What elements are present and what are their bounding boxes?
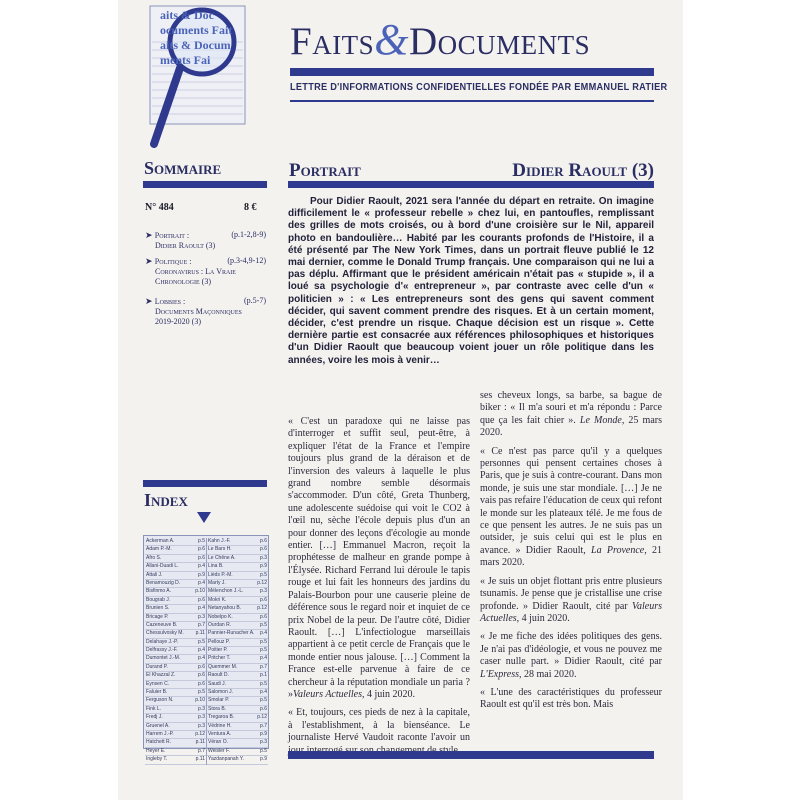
index-name: Fredj J. (146, 714, 163, 721)
index-page: p.11 (195, 756, 205, 763)
index-name: Benamouzig D. (146, 579, 181, 586)
quote-source: Valeurs Actuelles (480, 600, 662, 624)
index-rule (143, 480, 267, 487)
index-name: Afro S. (146, 554, 162, 561)
index-row (145, 647, 206, 655)
logo-line: aits & Docum (160, 38, 231, 52)
index-row (145, 639, 206, 647)
index-name: Gruenel A. (146, 722, 170, 729)
index-page: p.11 (195, 739, 205, 746)
quote-text: « Ce n'est pas parce qu'il y a quelques personnes qui pensent certaines choses à Paris, que je suis à contre-courant. Dans mon monde, je suis une star mondiale. […] Je ne vais pas refaire l'éducation de ceux qui refont le monde sur les plateaux télé. Je me fous de ce que pensent les autres. Je ne suis pas un outsider, je suis celui qui est le plus en avance. » Didier Raoult, (480, 445, 662, 556)
quote-paragraph (480, 631, 662, 681)
index-page: p.3 (260, 554, 267, 561)
index-page: p.11 (195, 630, 205, 637)
logo-wordmark (160, 8, 260, 68)
index-name: Weisler F. (208, 747, 230, 754)
index-page: p.4 (260, 630, 267, 637)
index-name: Marty J. (208, 579, 226, 586)
quote-source: Valeurs Actuelles (293, 688, 362, 700)
index-row (145, 538, 206, 546)
index-row (145, 605, 206, 613)
logo-line: ments Fai (160, 53, 211, 67)
index-name: Yazdanpanah Y. (208, 756, 244, 763)
index-page: p.4 (198, 647, 205, 654)
index-page: p.6 (198, 596, 205, 603)
index-page: p.5 (260, 647, 267, 654)
index-name: Fink L. (146, 705, 162, 712)
index-page: p.7 (260, 663, 267, 670)
masthead-rule (290, 68, 654, 76)
arrow-down-icon (197, 512, 211, 523)
title-part: Faits (290, 20, 375, 63)
index-page: p.6 (260, 596, 267, 603)
index-row (145, 572, 206, 580)
index-page: p.12 (195, 730, 205, 737)
index-page: p.5 (260, 638, 267, 645)
index-page: p.6 (198, 554, 205, 561)
index-name: Le Chêne A. (208, 554, 236, 561)
toc-category: Lobbies : (154, 297, 186, 306)
article-lead: Pour Didier Raoult, 2021 sera l'année du départ en retraite. On imagine difficilement le « professeur rebelle » chez lui, en pantoufles, remplissant des grilles de mots croisés, ou à bord d'une croisière sur le Nil, appareil photo en bandoulière… Habité par les courants profonds de l'Histoire, il a été présenté par The New York Times, dans un portrait fleuve publié le 12 mai dernier, comme le Donald Trump français. Une comparaison qui ne lui a pas déplu. Affirmant que le président américain n'était pas « stupide », il a loué sa psychologie d'« entrepreneur », par contraste avec celle d'un « politicien » : « Les entrepreneurs sont des gens qui savent comment décider, qui savent comment prendre des risques. Et à un certain moment, décider, c'est prendre un risque. Chaque décision est un risque ». Cette dernière partie est consacrée aux références philosophiques et historiques d'un Didier Raoult que beaucoup voient jouer un rôle politique dans les années, voire les mois à venir… (288, 196, 654, 366)
index-name: Allani-Duadi L. (146, 563, 179, 570)
index-row (145, 664, 206, 672)
article-column-1 (288, 416, 470, 763)
index-name: Poitier P. (208, 647, 228, 654)
index-page: p.6 (198, 663, 205, 670)
section-label: Portrait (289, 160, 361, 181)
index-page: p.12 (257, 605, 267, 612)
index-name: Heyer E. (146, 747, 166, 754)
index-row (207, 706, 268, 714)
index-page: p.4 (260, 655, 267, 662)
index-name: Brunien S. (146, 605, 170, 612)
index-row (145, 739, 206, 747)
issue-number: N° 484 (145, 202, 174, 213)
index-name: Smolar P. (208, 697, 230, 704)
index-name: Quemmer M. (208, 663, 238, 670)
title-part: Documents (408, 20, 591, 63)
index-page: p.5 (198, 689, 205, 696)
quote-date: , 4 juin 2020. (361, 688, 416, 700)
index-row (207, 731, 268, 739)
index-page: p.5 (260, 697, 267, 704)
index-name: Ventura A. (208, 730, 232, 737)
index-row (145, 597, 206, 605)
index-name: Delahaye J.-P. (146, 638, 179, 645)
index-name: Saudi J. (208, 680, 227, 687)
index-name: Pritcher T. (208, 655, 231, 662)
index-row (207, 572, 268, 580)
index-name: Bougrab J. (146, 596, 171, 603)
index-row (145, 630, 206, 638)
index-page: p.6 (260, 613, 267, 620)
index-name: Véran O. (208, 739, 229, 746)
index-page: p.6 (260, 705, 267, 712)
logo-line: aits & Doc (160, 8, 214, 22)
index-page: p.6 (198, 680, 205, 687)
index-page: p.1 (260, 672, 267, 679)
index-row (145, 588, 206, 596)
index-page: p.3 (260, 588, 267, 595)
quote-source: La Provence (591, 544, 645, 556)
index-row (207, 714, 268, 722)
index-row (207, 723, 268, 731)
index-row (145, 614, 206, 622)
index-row (207, 639, 268, 647)
index-row (207, 597, 268, 605)
masthead-title (290, 14, 660, 65)
index-name: Attali J. (146, 571, 163, 578)
masthead-subtitle: LETTRE D'INFORMATIONS CONFIDENTIELLES FONDÉE PAR EMMANUEL RATIER (290, 82, 668, 93)
index-name: Lièds P.-M. (208, 571, 233, 578)
index-table (143, 535, 269, 763)
index-page: p.5 (198, 638, 205, 645)
index-page: p.4 (198, 579, 205, 586)
index-row (207, 748, 268, 756)
index-row (145, 706, 206, 714)
index-name: Cazeneuve B. (146, 621, 178, 628)
quote-text: « Et, toujours, ces pieds de nez à la capitale, à l'establishment, à la bienséance. Le journaliste Hervé Vaudoit raconte l'avoir un (288, 707, 470, 744)
index-page: p.3 (198, 714, 205, 721)
index-name: Stora B. (208, 705, 227, 712)
index-name: Ferguson N. (146, 697, 174, 704)
index-name: Netanyahou B. (208, 605, 242, 612)
index-page: p.6 (260, 546, 267, 553)
index-name: Adam P.-M. (146, 546, 172, 553)
quote-text: « L'une des caractéristiques du professeur Raoult est qu'il est très bon. Mais (480, 686, 662, 711)
index-page: p.9 (260, 563, 267, 570)
toc-item[interactable]: ➤ Lobbies : (p.5-7) Documents Maçonniques 2019-2020 (3) (145, 296, 266, 326)
index-page: p.6 (198, 672, 205, 679)
index-row (207, 580, 268, 588)
toc-item[interactable]: ➤ Politique : (p.3-4,9-12) Coronavirus : La Vraie Chronologie (3) (145, 256, 266, 286)
toc-pages: (p.3-4,9-12) (227, 256, 266, 265)
index-row (145, 681, 206, 689)
toc-subject: Coronavirus : La Vraie Chronologie (3) (155, 267, 236, 286)
index-page: p.10 (195, 588, 205, 595)
index-page: p.9 (198, 571, 205, 578)
index-name: Faluier B. (146, 689, 168, 696)
index-row (145, 697, 206, 705)
index-name: Bisfinmo A. (146, 588, 172, 595)
index-row (145, 731, 206, 739)
index-row (145, 723, 206, 731)
index-row (207, 756, 268, 764)
index-name: El Khazzal Z. (146, 672, 176, 679)
index-name: Le Bars H. (208, 546, 232, 553)
index-row (207, 689, 268, 697)
index-page: p.9 (260, 756, 267, 763)
index-name: Salomon J. (208, 689, 234, 696)
index-title: Index (144, 490, 188, 510)
index-name: Raoult D. (208, 672, 229, 679)
index-row (145, 580, 206, 588)
index-page: p.12 (257, 579, 267, 586)
toc-category: Portrait : (154, 231, 190, 240)
index-row (207, 681, 268, 689)
index-page: p.5 (260, 680, 267, 687)
index-row (207, 739, 268, 747)
index-page: p.7 (260, 722, 267, 729)
index-name: Nobelpo K. (208, 613, 233, 620)
index-page: p.5 (260, 621, 267, 628)
article-subject: Didier Raoult (3) (512, 160, 654, 181)
toc-item[interactable]: ➤ Portrait : (p.1-2,8-9) Didier Raoult (3) (145, 230, 266, 250)
index-row (207, 605, 268, 613)
index-page: p.7 (198, 747, 205, 754)
quote-date: , 4 juin 2020. (516, 612, 570, 624)
index-name: Durand P. (146, 663, 168, 670)
index-page: p.3 (198, 722, 205, 729)
index-page: p.12 (257, 714, 267, 721)
index-name: Ackerman A. (146, 538, 175, 544)
index-row (145, 672, 206, 680)
quote-text: ses cheveux longs, sa barbe, sa bague de biker : « Il m'a souri et m'a répondu : Parce que ça les fait chier ». (480, 390, 662, 426)
index-page: p.4 (198, 655, 205, 662)
logo-line: ocuments Fait (160, 23, 233, 37)
section-rule (288, 181, 654, 188)
quote-source: L'Express (480, 668, 519, 680)
index-row (207, 546, 268, 554)
toc-category: Politique : (154, 257, 192, 266)
index-row (207, 614, 268, 622)
index-row (207, 664, 268, 672)
index-name: Chessulvosky M. (146, 630, 184, 637)
summary-rule (143, 181, 267, 188)
index-name: Ingleby T. (146, 756, 168, 763)
quote-date: , 21 mars 2020. (480, 544, 663, 569)
index-page: p.4 (198, 563, 205, 570)
toc-subject: Didier Raoult (3) (155, 241, 216, 250)
index-page: p.4 (260, 689, 267, 696)
quote-paragraph (288, 707, 470, 757)
quote-text: « Je suis un objet flottant pris entre plusieurs tsunamis. Je pense que je cristallise une crise profonde. » Didier Raoult, cité par (480, 575, 662, 612)
index-row (145, 555, 206, 563)
index-page: p.3 (198, 613, 205, 620)
toc-subject: Documents Maçonniques 2019-2020 (3) (155, 307, 242, 326)
index-page: p.5 (260, 571, 267, 578)
quote-paragraph (480, 390, 662, 440)
quote-paragraph (480, 576, 662, 626)
index-column (145, 538, 206, 765)
toc-pages: (p.1-2,8-9) (231, 230, 266, 239)
index-page: p.5 (260, 747, 267, 754)
quote-date: , 25 mars 2020. (480, 414, 662, 439)
title-ampersand: & (374, 15, 409, 64)
index-page: p.6 (198, 546, 205, 553)
index-name: Lina B. (208, 563, 224, 570)
index-row (145, 622, 206, 630)
quote-text: « C'est un paradoxe qui ne laisse pas d'interroger et suffit seul, peut-être, à expliquer l'état de la France et l'empire toujours plus grand de la déraison et de l'inversion des valeurs à laquelle le plus grand nombre semble désormais s'accommoder. D'un côté, Greta Thunberg, une adolescente suédoise qui voit le CO2 à l'œil nu, sèche l'école depuis plus d'un an pour donner des leçons d'écologie au monde entier. […] Emmanuel Macron, reçoit la prophétesse de malheur en grande pompe à l'Élysée. Richard Ferrand lui déroule le tapis rouge et lui fait les honneurs des jardins du Palais-Bourbon pour une causerie pleine de déférence sous le regard noir et inquiet de ce prix Nobel de la peur. De l'autre côté, Didier Raoult. […] L'infectiologue marseillais appartient à ce petit cercle de Français que le monde entier nous jalouse. […] Comment la France est-elle parvenue à faire de ce chercheur à la réputation mondiale un paria ? » (288, 416, 470, 700)
index-name: Hatchett R. (146, 739, 172, 746)
index-page: p.3 (198, 705, 205, 712)
summary-title: Sommaire (144, 158, 222, 178)
index-row (145, 689, 206, 697)
quote-date: , 28 mai 2020. (519, 668, 577, 680)
index-name: Mélenchon J.-L. (208, 588, 244, 595)
index-row (145, 563, 206, 571)
article-column-2 (480, 390, 662, 718)
index-row (145, 546, 206, 554)
index-row (207, 655, 268, 663)
index-name: Védrine H. (208, 722, 232, 729)
toc-pages: (p.5-7) (244, 296, 266, 305)
index-name: Tregaroa B. (208, 714, 235, 721)
index-row (207, 563, 268, 571)
index-page: p.4 (198, 605, 205, 612)
index-name: Ourdan R. (208, 621, 232, 628)
index-row (145, 655, 206, 663)
index-row (207, 588, 268, 596)
index-row (207, 647, 268, 655)
index-row (207, 538, 268, 546)
index-name: Mokri K. (208, 596, 227, 603)
index-page: p.3 (260, 739, 267, 746)
index-row (145, 714, 206, 722)
index-name: Kahn J.-F. (208, 538, 231, 544)
index-page: p.9 (260, 730, 267, 737)
quote-source: Le Monde (579, 414, 622, 426)
index-row (145, 748, 206, 756)
index-row (207, 555, 268, 563)
index-row (145, 756, 206, 764)
index-name: Pellouz P. (208, 638, 230, 645)
index-column (206, 538, 268, 765)
index-page: p.5 (198, 538, 205, 544)
index-row (207, 672, 268, 680)
index-page: p.7 (198, 621, 205, 628)
index-page: p.6 (260, 538, 267, 544)
index-row (207, 622, 268, 630)
quote-paragraph (288, 416, 470, 701)
quote-paragraph (480, 687, 662, 712)
index-page: p.10 (195, 697, 205, 704)
index-name: Delfrassy J.-F. (146, 647, 178, 654)
index-name: Bricage P. (146, 613, 169, 620)
index-name: Eynsen C. (146, 680, 170, 687)
subtitle-rule (290, 100, 654, 102)
index-row (207, 630, 268, 638)
index-name: Dumontet J.-M. (146, 655, 181, 662)
quote-text: « Je me fiche des idées politiques des gens. Je n'ai pas d'idéologie, et vous ne pouvez me caser nulle part. » Didier Raoult, cité par (480, 631, 662, 668)
index-name: Harrem J.-P. (146, 730, 174, 737)
index-name: Pannier-Runacher A. (208, 630, 255, 637)
index-row (207, 697, 268, 705)
quote-paragraph (480, 446, 662, 570)
issue-price: 8 € (244, 202, 257, 213)
footer-rule (288, 751, 654, 759)
